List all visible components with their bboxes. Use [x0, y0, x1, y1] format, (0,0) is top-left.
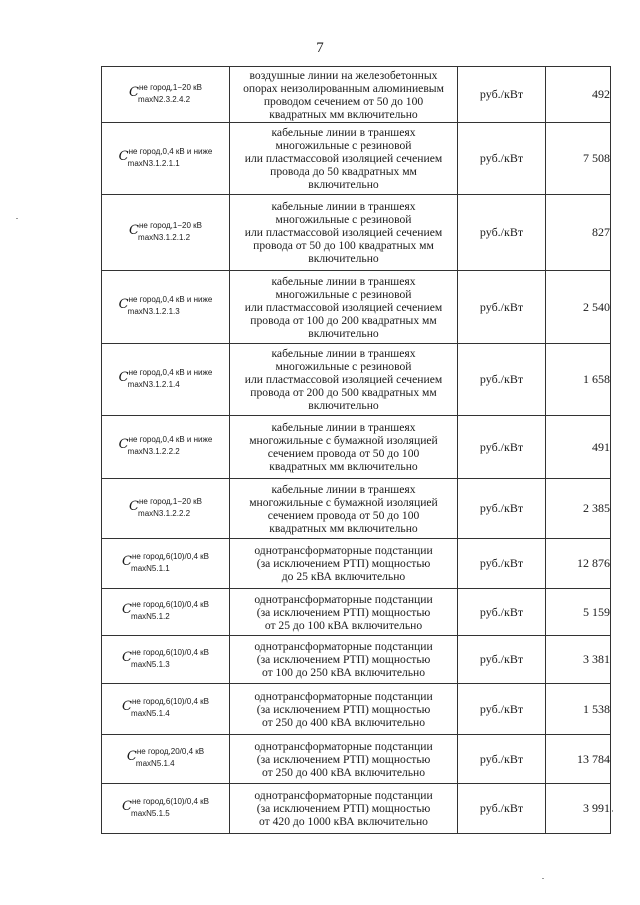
description-line: (за исключением РТП) мощностью [256, 605, 431, 619]
unit-cell: руб./кВт [458, 684, 546, 735]
table-row [102, 735, 611, 784]
symbol-subscript: maxN5.1.1 [131, 563, 170, 573]
tariff-code-cell [102, 539, 230, 589]
table-row [102, 123, 611, 195]
table-row [102, 479, 611, 539]
tariff-symbol [122, 697, 209, 718]
tariff-symbol [119, 435, 213, 456]
symbol-superscript: не город,6(10)/0,4 кВ [131, 600, 209, 609]
description-line: квадратных мм включительно [269, 107, 418, 121]
description-line: провода до 50 квадратных мм [270, 165, 417, 178]
description-line: однотрансформаторные подстанции [254, 739, 433, 753]
symbol-superscript: не город,0,4 кВ и ниже [128, 367, 213, 377]
table-row [102, 539, 611, 589]
tariff-symbol [122, 648, 209, 669]
symbol-letter: C [129, 498, 139, 514]
description-line: включительно [308, 326, 379, 340]
symbol-subscript: maxN3.1.2.2.2 [127, 447, 180, 456]
description-cell [230, 684, 458, 735]
description-line: от 420 до 1000 кВА включительно [259, 815, 428, 828]
table-row [102, 784, 611, 834]
description-line: (за исключением РТП) мощностью [256, 702, 431, 716]
table-row [102, 589, 611, 636]
page-number: 7 [316, 40, 324, 56]
unit-cell: руб./кВт [458, 195, 546, 271]
table-row [102, 67, 611, 123]
table-row [102, 684, 611, 735]
description-cell [230, 636, 458, 684]
tariff-symbol [127, 747, 204, 768]
description-line: или пластмассовой изоляцией сечением [244, 300, 443, 314]
unit-cell: руб./кВт [458, 416, 546, 479]
symbol-subscript: maxN3.1.2.1.4 [127, 379, 180, 389]
description-line: включительно [308, 399, 379, 412]
description-line: однотрансформаторные подстанции [254, 689, 433, 703]
symbol-letter: C [122, 553, 132, 569]
description-line: многожильные с резиновой [275, 287, 412, 301]
description-line: кабельные линии в траншеях [271, 482, 416, 496]
value-cell: 12 876 [546, 539, 611, 589]
description-line: (за исключением РТП) мощностью [256, 752, 431, 766]
description-line: кабельные линии в траншеях [271, 421, 416, 434]
symbol-subscript: maxN5.1.4 [135, 759, 175, 768]
value-cell: 491 [546, 416, 611, 479]
unit-cell: руб./кВт [458, 784, 546, 834]
symbol-subscript: maxN5.1.4 [131, 709, 170, 718]
description-line: проводом сечением от 50 до 100 [263, 94, 424, 108]
unit-cell: руб./кВт [458, 479, 546, 539]
description-line: многожильные с резиновой [275, 139, 412, 152]
description-cell [230, 784, 458, 834]
tariff-symbol [129, 221, 202, 242]
symbol-superscript: не город,0,4 кВ и ниже [128, 295, 213, 304]
tariff-code-cell [102, 344, 230, 416]
description-line: кабельные линии в траншеях [271, 200, 416, 213]
description-line: провода от 50 до 100 квадратных мм [253, 239, 434, 252]
tariff-code-cell [102, 684, 230, 735]
description-line: однотрансформаторные подстанции [254, 640, 433, 653]
table-row [102, 636, 611, 684]
description-line: провода от 200 до 500 квадратных мм [250, 386, 437, 399]
description-line: или пластмассовой изоляцией сечением [244, 373, 443, 386]
symbol-subscript: maxN3.1.2.2.2 [138, 508, 191, 518]
table-row [102, 416, 611, 479]
symbol-superscript: не город,6(10)/0,4 кВ [131, 796, 209, 806]
description-line: однотрансформаторные подстанции [254, 544, 433, 557]
symbol-subscript: maxN3.1.2.1.3 [127, 307, 180, 316]
unit-cell: руб./кВт [458, 636, 546, 684]
description-line: кабельные линии в траншеях [271, 274, 416, 288]
description-line: включительно [308, 252, 379, 265]
unit-cell: руб./кВт [458, 589, 546, 636]
symbol-subscript: maxN2.3.2.4.2 [138, 94, 191, 104]
description-line: от 250 до 400 кВА включительно [261, 765, 426, 779]
value-cell: 3 381 [546, 636, 611, 684]
tariff-code-cell [102, 589, 230, 636]
description-cell [230, 416, 458, 479]
symbol-superscript: не город,6(10)/0,4 кВ [131, 647, 209, 657]
value-cell: 2 385 [546, 479, 611, 539]
description-line: квадратных мм включительно [269, 521, 418, 535]
value-cell: 1 538 [546, 684, 611, 735]
symbol-letter: C [129, 84, 139, 100]
description-line: сечением провода от 50 до 100 [267, 447, 420, 460]
unit-cell: руб./кВт [458, 735, 546, 784]
description-cell [230, 195, 458, 271]
description-line: многожильные с бумажной изоляцией [249, 434, 438, 447]
symbol-letter: C [118, 148, 129, 164]
value-cell: 827 [546, 195, 611, 271]
tariff-code-cell [102, 123, 230, 195]
value-cell: 13 784 [546, 735, 611, 784]
tariff-symbol [129, 83, 202, 104]
tariff-symbol [122, 552, 209, 573]
symbol-subscript: maxN3.1.2.1.1 [127, 158, 180, 168]
tariff-code-cell [102, 416, 230, 479]
description-line: многожильные с резиновой [275, 360, 412, 373]
description-line: (за исключением РТП) мощностью [256, 802, 431, 815]
tariff-code-cell [102, 195, 230, 271]
value-cell: 1 658 [546, 344, 611, 416]
description-line: (за исключением РТП) мощностью [256, 653, 431, 666]
value-cell: 7 508 [546, 123, 611, 195]
description-line: (за исключением РТП) мощностью [256, 557, 431, 570]
symbol-subscript: maxN5.1.5 [131, 808, 170, 818]
scan-speck [16, 218, 18, 219]
symbol-subscript: maxN3.1.2.1.2 [138, 232, 191, 242]
symbol-letter: C [122, 798, 132, 814]
description-line: однотрансформаторные подстанции [254, 789, 433, 802]
symbol-superscript: не город,6(10)/0,4 кВ [131, 697, 209, 706]
description-line: до 25 кВА включительно [281, 570, 406, 583]
description-line: однотрансформаторные подстанции [254, 592, 433, 606]
value-cell: 5 159 [546, 589, 611, 636]
tariff-code-cell [102, 784, 230, 834]
description-line: многожильные с бумажной изоляцией [249, 495, 438, 509]
tariff-symbol [119, 295, 213, 316]
table-row [102, 344, 611, 416]
symbol-superscript: не город,1−20 кВ [138, 220, 202, 230]
description-line: опорах неизолированным алюминиевым [243, 81, 444, 95]
description-cell [230, 271, 458, 344]
symbol-letter: C [129, 222, 139, 238]
description-line: кабельные линии в траншеях [271, 347, 416, 360]
symbol-superscript: не город,1−20 кВ [138, 82, 202, 92]
unit-cell: руб./кВт [458, 123, 546, 195]
table-row [102, 195, 611, 271]
tariff-code-cell [102, 67, 230, 123]
description-line: воздушные линии на железобетонных [249, 68, 438, 82]
table-row [102, 271, 611, 344]
description-cell [230, 479, 458, 539]
description-cell [230, 67, 458, 123]
symbol-superscript: не город,0,4 кВ и ниже [128, 146, 213, 156]
description-line: включительно [308, 178, 379, 191]
tariff-table [101, 66, 611, 834]
tariff-symbol [122, 600, 209, 621]
tariff-code-cell [102, 271, 230, 344]
description-line: многожильные с резиновой [275, 213, 412, 226]
tariff-code-cell [102, 735, 230, 784]
description-cell [230, 123, 458, 195]
unit-cell: руб./кВт [458, 539, 546, 589]
scan-speck [612, 810, 613, 812]
value-cell: 492 [546, 67, 611, 123]
tariff-code-cell [102, 636, 230, 684]
tariff-symbol [129, 497, 202, 518]
description-line: провода от 100 до 200 квадратных мм [250, 313, 437, 327]
description-cell [230, 735, 458, 784]
symbol-letter: C [118, 369, 129, 385]
description-line: от 25 до 100 кВА включительно [264, 618, 423, 632]
symbol-superscript: не город,6(10)/0,4 кВ [131, 551, 209, 561]
symbol-letter: C [126, 749, 137, 764]
symbol-superscript: не город,1−20 кВ [138, 496, 202, 506]
tariff-symbol [122, 797, 209, 818]
description-line: кабельные линии в траншеях [271, 126, 416, 139]
description-cell [230, 344, 458, 416]
description-line: от 100 до 250 кВА включительно [261, 666, 426, 679]
description-line: или пластмассовой изоляцией сечением [244, 152, 443, 165]
description-cell [230, 589, 458, 636]
scan-speck [542, 878, 544, 879]
value-cell: 3 991 [546, 784, 611, 834]
symbol-subscript: maxN5.1.2 [131, 612, 170, 621]
symbol-letter: C [118, 297, 129, 312]
tariff-symbol [119, 147, 213, 168]
symbol-letter: C [118, 437, 129, 452]
value-cell: 2 540 [546, 271, 611, 344]
unit-cell: руб./кВт [458, 271, 546, 344]
tariff-code-cell [102, 479, 230, 539]
description-line: или пластмассовой изоляцией сечением [244, 226, 443, 239]
unit-cell: руб./кВт [458, 67, 546, 123]
description-line: квадратных мм включительно [269, 460, 418, 473]
description-cell [230, 539, 458, 589]
symbol-letter: C [122, 699, 132, 714]
description-line: сечением провода от 50 до 100 [267, 508, 420, 522]
symbol-letter: C [122, 602, 132, 617]
unit-cell: руб./кВт [458, 344, 546, 416]
symbol-superscript: не город,0,4 кВ и ниже [128, 435, 213, 444]
symbol-subscript: maxN5.1.3 [131, 659, 170, 669]
symbol-letter: C [122, 649, 132, 665]
description-line: от 250 до 400 кВА включительно [261, 715, 426, 729]
symbol-superscript: не город,20/0,4 кВ [136, 747, 205, 756]
tariff-symbol [119, 368, 213, 389]
